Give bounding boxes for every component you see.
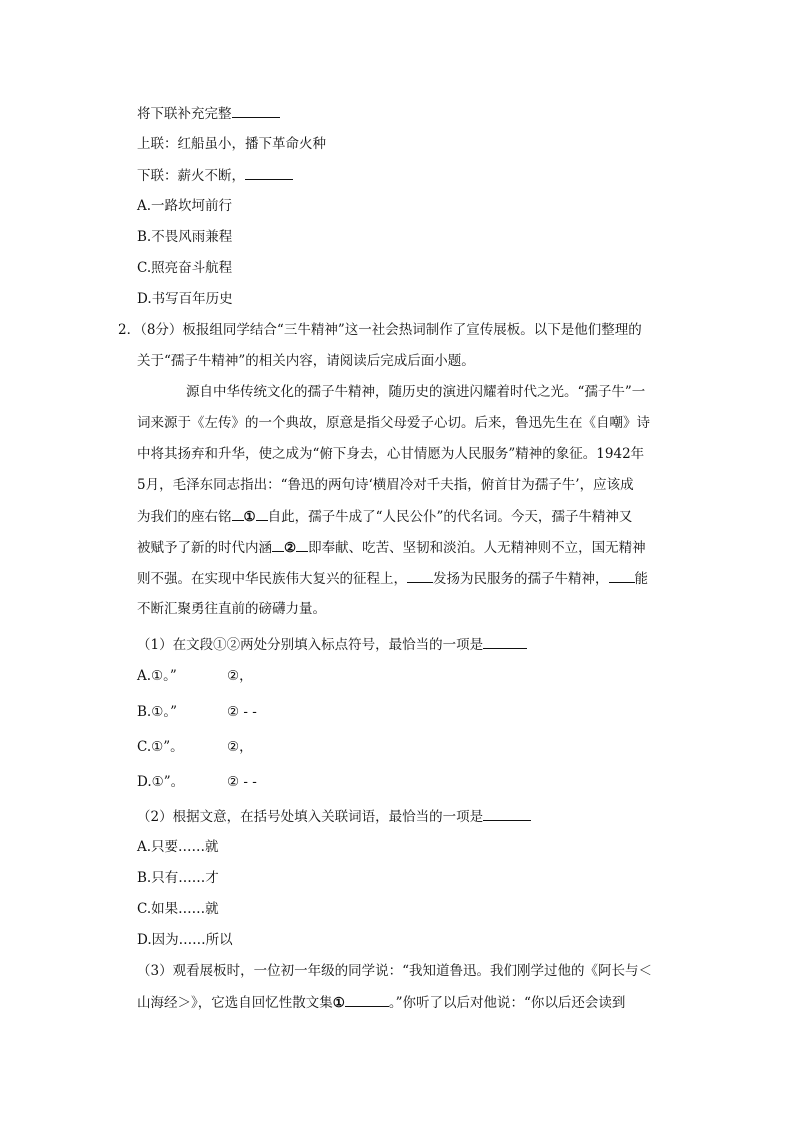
q1-option-c: C.照亮奋斗航程 (137, 260, 233, 276)
question-number: 2． (118, 322, 141, 338)
q2-header-text: （8分）板报组同学结合“三牛精神”这一社会热词制作了宣传展板。以下是他们整理的 (140, 322, 642, 338)
blank-marker-2: ② (284, 540, 297, 556)
sub1-option-a (137, 666, 253, 686)
option-label: B.①。” (137, 704, 177, 720)
lower-text: 薪火不断， (177, 168, 245, 184)
option-second: ②， (227, 668, 253, 684)
sub2-option-a: A.只要……就 (137, 839, 219, 855)
answer-blank (483, 634, 527, 649)
sub2-prompt (137, 806, 531, 827)
passage-text: 为我们的座右铭 (137, 509, 232, 525)
passage-blank (296, 537, 308, 552)
passage-blank (609, 568, 635, 583)
sub1-option-c (137, 737, 253, 757)
passage-blank (407, 568, 433, 583)
q1-prompt (137, 103, 280, 124)
option-second: ②， (227, 739, 253, 755)
passage-blank (232, 506, 244, 521)
sub1-prompt-text: （1）在文段①②两处分别填入标点符号，最恰当的一项是 (137, 637, 484, 653)
upper-text: 红船虽小，播下革命火种 (177, 136, 326, 152)
sub2-option-d: D.因为……所以 (137, 932, 233, 948)
passage-text: 则不强。在实现中华民族伟大复兴的征程上， (137, 571, 407, 587)
passage-line-2: 词来源于《左传》的一个典故，原意是指父母爱子心切。后来，鲁迅先生在《自嘲》诗 (137, 415, 650, 431)
sub2-option-b: B.只有……才 (137, 870, 219, 886)
q1-option-a: A.一路坎坷前行 (137, 198, 233, 214)
q1-option-b: B.不畏风雨兼程 (137, 229, 233, 245)
sub2-prompt-text: （2）根据文意，在括号处填入关联词语，最恰当的一项是 (137, 809, 484, 825)
upper-label: 上联： (137, 136, 178, 152)
option-label: A.①。” (137, 668, 177, 684)
blank-marker-1: ① (332, 995, 345, 1011)
passage-line-6 (137, 537, 646, 558)
passage-text: 被赋予了新的时代内涵 (137, 540, 272, 556)
passage-text: 发扬为民服务的孺子牛精神， (433, 571, 609, 587)
option-second: ② - - (227, 774, 257, 790)
passage-blank (256, 506, 268, 521)
passage-line-1: 源自中华传统文化的孺子牛精神，随历史的演进闪耀着时代之光。“孺子牛”一 (186, 384, 646, 400)
sub1-option-b (137, 702, 257, 722)
sub3-text: 山海经＞》，它选自回忆性散文集 (137, 995, 333, 1011)
sub3-text: 。”你听了以后对他说：“你以后还会读到 (388, 995, 626, 1011)
answer-blank (483, 806, 531, 821)
passage-text: 即奉献、吃苦、坚韧和淡泊。人无精神则不立，国无精神 (308, 540, 646, 556)
option-second: ② - - (227, 704, 257, 720)
passage-text: 自此，孺子牛成了“人民公仆”的代名词。今天，孺子牛精神又 (267, 509, 633, 525)
sub3-line1: （3）观看展板时，一位初一年级的同学说：“我知道鲁迅。我们刚学过他的《阿长与＜ (137, 963, 652, 979)
sub1-option-d (137, 772, 257, 792)
answer-blank (245, 165, 293, 180)
lower-label: 下联： (137, 168, 178, 184)
sub2-option-c: C.如果……就 (137, 901, 219, 917)
blank-marker-1: ① (243, 509, 256, 525)
passage-blank (272, 537, 284, 552)
sub1-prompt (137, 634, 527, 655)
passage-line-8: 不断汇聚勇往直前的磅礴力量。 (137, 601, 326, 617)
answer-blank (345, 992, 389, 1007)
option-label: C.①”。 (137, 739, 184, 755)
passage-line-3: 中将其扬弃和升华，使之成为“俯下身去，心甘情愿为人民服务”精神的象征。1942年 (137, 446, 645, 462)
passage-line-7 (137, 568, 648, 589)
q2-header-line1 (118, 320, 642, 340)
q1-option-d: D.书写百年历史 (137, 291, 233, 307)
q1-upper-couplet (137, 134, 326, 154)
passage-line-4: 5月，毛泽东同志指出：“鲁迅的两句诗‘横眉冷对千夫指，俯首甘为孺子牛’，应该成 (137, 477, 634, 493)
passage-line-5 (137, 506, 632, 527)
option-label: D.①”。 (137, 774, 185, 790)
answer-blank (232, 103, 280, 118)
q2-header-line2: 关于“孺子牛精神”的相关内容，请阅读后完成后面小题。 (137, 353, 475, 369)
passage-text: 能 (634, 571, 648, 587)
sub3-line2 (137, 992, 625, 1013)
q1-prompt-text: 将下联补充完整 (137, 106, 232, 122)
q1-lower-couplet (137, 165, 293, 186)
